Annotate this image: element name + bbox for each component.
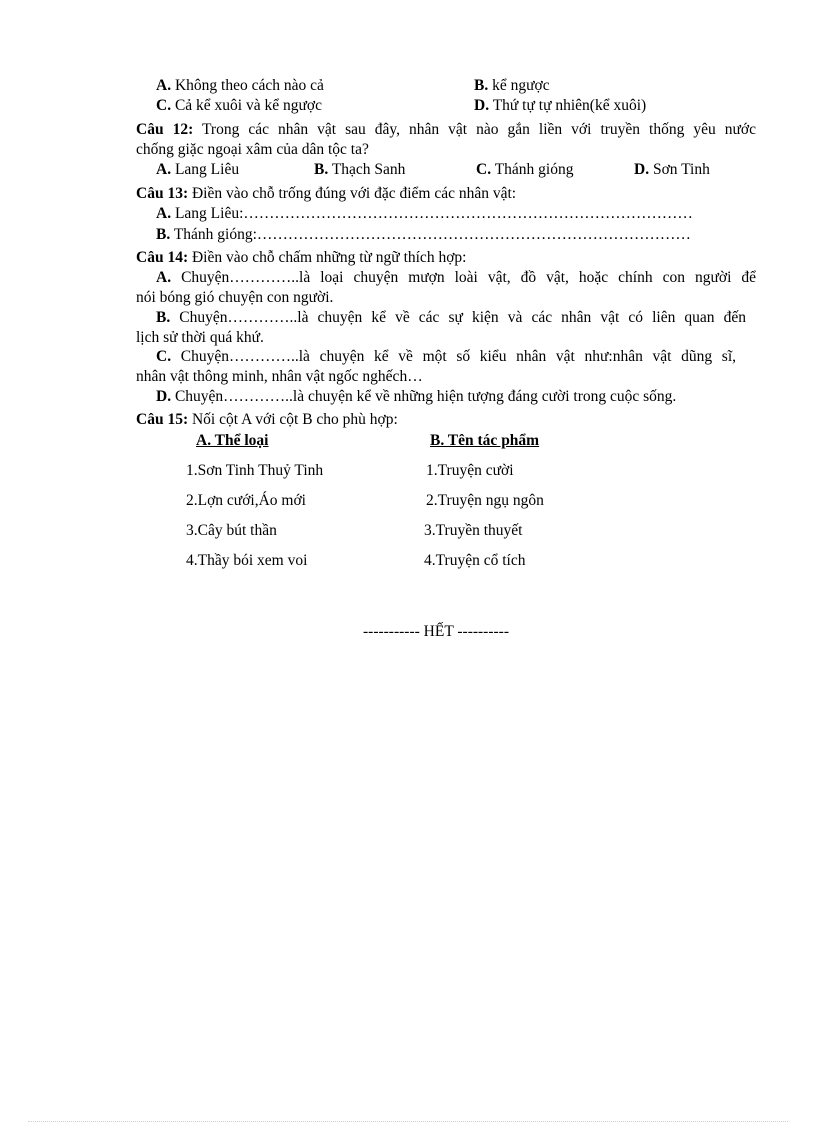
- option-text: Thánh gióng: [494, 161, 574, 178]
- option-text: Lang Liêu: [174, 161, 240, 178]
- q13-item-b: [156, 225, 691, 245]
- question-label: Câu 12:: [136, 121, 194, 138]
- q12-question: [136, 120, 756, 140]
- q13-question: [136, 184, 516, 204]
- item-label: C.: [156, 348, 172, 365]
- column-b-header: B. Tên tác phẩm: [430, 432, 540, 449]
- q14-item-a-cont: nói bóng gió chuyện con người.: [136, 289, 334, 306]
- column-a-item: 2.Lợn cưới,Áo mới: [186, 492, 306, 509]
- q14-item-b-cont: lịch sử thời quá khứ.: [136, 329, 264, 346]
- q12-option-d: [634, 160, 710, 180]
- option-label: D.: [634, 161, 650, 178]
- q12-option-a: [156, 160, 239, 180]
- column-b-item: 2.Truyện ngụ ngôn: [426, 492, 544, 509]
- option-text: Không theo cách nào cả: [174, 77, 324, 94]
- question-text: Nối cột A với cột B cho phù hợp:: [191, 411, 398, 428]
- item-label: B.: [156, 226, 171, 243]
- item-text: Chuyện…………..là chuyện kể về những hiện tượng đáng cười trong cuộc sống.: [174, 388, 677, 405]
- q14-item-a: [156, 268, 756, 288]
- question-label: Câu 13:: [136, 185, 189, 202]
- option-label: B.: [474, 77, 489, 94]
- question-text: Điền vào chỗ chấm những từ ngữ thích hợp:: [191, 249, 467, 266]
- item-label: A.: [156, 269, 172, 286]
- q15-question: [136, 410, 398, 430]
- q14-item-b: [156, 308, 746, 328]
- option-label: D.: [474, 97, 490, 114]
- option-label: C.: [476, 161, 492, 178]
- q14-item-c-cont: nhân vật thông minh, nhân vật ngốc nghếch…: [136, 368, 423, 385]
- option-text: Sơn Tinh: [652, 161, 710, 178]
- item-label: A.: [156, 205, 172, 222]
- q12-question-cont: chống giặc ngoại xâm của dân tộc ta?: [136, 141, 369, 158]
- option-text: Thứ tự tự nhiên(kể xuôi): [492, 97, 647, 114]
- column-a-item: 3.Cây bút thần: [186, 522, 277, 539]
- question-text: Điền vào chỗ trống đúng với đặc điểm các nhân vật:: [191, 185, 517, 202]
- column-b-item: 1.Truyện cười: [426, 462, 514, 479]
- q11-option-c: [156, 96, 322, 116]
- q12-option-b: [314, 160, 405, 180]
- option-label: A.: [156, 77, 172, 94]
- q13-item-a: [156, 204, 693, 224]
- q11-option-a: [156, 76, 324, 96]
- q14-item-d: [156, 387, 676, 407]
- q11-option-b: [474, 76, 550, 96]
- page-bottom-divider: [28, 1121, 788, 1122]
- item-text: Chuyện…………..là chuyện kể về các sự kiện và các nhân vật có liên quan đến: [179, 309, 746, 326]
- q11-option-d: [474, 96, 646, 116]
- column-b-item: 3.Truyền thuyết: [424, 522, 523, 539]
- column-a-item: 1.Sơn Tinh Thuỷ Tinh: [186, 462, 324, 479]
- end-marker: ----------- HẾT ----------: [363, 623, 509, 640]
- option-label: B.: [314, 161, 329, 178]
- question-text: Trong các nhân vật sau đây, nhân vật nào gắn liền với truyền thống yêu nước: [202, 121, 757, 138]
- q14-question: [136, 248, 466, 268]
- item-text: Chuyện…………..là loại chuyện mượn loài vật, đồ vật, hoặc chính con người để: [181, 269, 756, 286]
- item-text: Lang Liêu:……………………………………………………………………………: [174, 205, 693, 222]
- question-label: Câu 14:: [136, 249, 189, 266]
- q12-option-c: [476, 160, 573, 180]
- option-text: kể ngược: [492, 77, 550, 94]
- item-label: B.: [156, 309, 171, 326]
- option-text: Thạch Sanh: [331, 161, 406, 178]
- column-a-item: 4.Thầy bói xem voi: [186, 552, 308, 569]
- question-label: Câu 15:: [136, 411, 189, 428]
- item-text: Thánh gióng:…………………………………………………………………………: [173, 226, 691, 243]
- q14-item-c: [156, 347, 736, 367]
- option-text: Cả kể xuôi và kể ngược: [174, 97, 322, 114]
- option-label: C.: [156, 97, 172, 114]
- option-label: A.: [156, 161, 172, 178]
- item-label: D.: [156, 388, 172, 405]
- item-text: Chuyện…………..là chuyện kể về một số kiểu nhân vật như:nhân vật dũng sĩ,: [180, 348, 737, 365]
- column-a-header: A. Thể loại: [196, 432, 269, 449]
- column-b-item: 4.Truyện cổ tích: [424, 552, 526, 569]
